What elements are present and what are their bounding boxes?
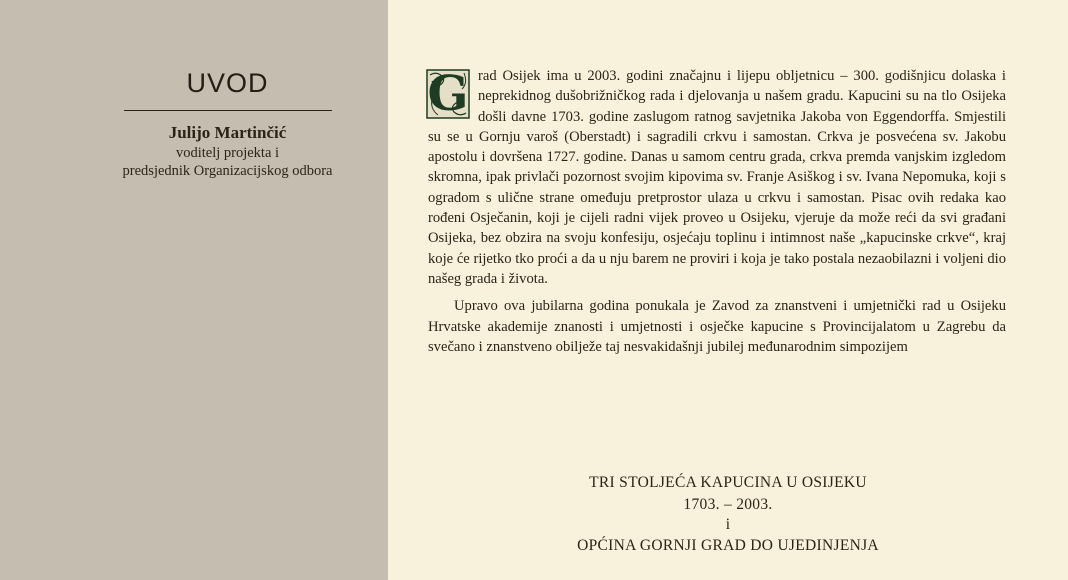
symposium-title bbox=[388, 472, 1068, 557]
section-heading: UVOD bbox=[186, 68, 269, 98]
sidebar-content bbox=[95, 68, 360, 180]
dropcap-letter: G bbox=[427, 66, 469, 122]
symposium-conjunction: i bbox=[725, 516, 731, 533]
author-role-line1: voditelj projekta i bbox=[175, 145, 280, 161]
article-paragraph-1 bbox=[428, 66, 1006, 289]
author-name: Julijo Martinčić bbox=[168, 123, 287, 142]
author-role bbox=[95, 145, 360, 180]
symposium-title-line1: TRI STOLJEĆA KAPUCINA U OSIJEKU bbox=[589, 474, 867, 491]
sidebar-panel bbox=[0, 0, 388, 580]
symposium-years: 1703. – 2003. bbox=[683, 495, 773, 513]
symposium-title-line2: OPĆINA GORNJI GRAD DO UJEDINJENJA bbox=[577, 537, 879, 554]
author-role-line2: predsjednik Organizacijskog odbora bbox=[122, 162, 333, 179]
dropcap-ornament bbox=[426, 66, 470, 122]
heading-divider bbox=[124, 110, 332, 111]
article-paragraph-2: Upravo ova jubilarna godina ponukala je Zavod za znanstveni i umjetnički rad u Osijeku Hrvatske akademije znanosti i umjetnosti i osječke kapucine s Provincijalatom u Zagrebu da svečano i znanstveno obilježe taj nesvakidašnji jubilej međunarodnim simpozijem bbox=[428, 298, 1006, 355]
article-paragraph-1-text: rad Osijek ima u 2003. godini značajnu i lijepu obljetnicu – 300. godišnjicu dolaska i neprekidnog dušobrižničkog rada i djelovanja u našem gradu. Kapucini su na tlo Osijeka došli davne 1703. godine zaslugom ratnog savjetnika Jakoba von Eggendorffa. Smjestili su se u Gornju varoš (Oberstadt) i sagradili crkvu i samostan. Crkva je posvećena sv. Jakobu apostolu i dovršena 1727. godine. Danas u samom centru grada, crkva premda vanjskim izgledom skromna, ipak privlači pozornost svojim kipovima sv. Franje Asiškog i sv. Ivana Nepomuka, koji s ogradom s ulične strane omeđuju pretprostor ulaza u crkvu i samostan. Pisac ovih redaka kao rođeni Osječanin, koji je cijeli radni vijek proveo u Osijeku, vjeruje da može reći da svi građani Osijeka, bez obzira na svoju konfesiju, osjećaju toplinu i intimnost naše „kapucinske crkve“, kraj koje će rijetko tko proći a da u nju barem ne proviri i koja je tako postala nezaobilazni i voljeni dio našeg grada i života. bbox=[428, 68, 1006, 287]
article-body bbox=[428, 66, 1006, 357]
